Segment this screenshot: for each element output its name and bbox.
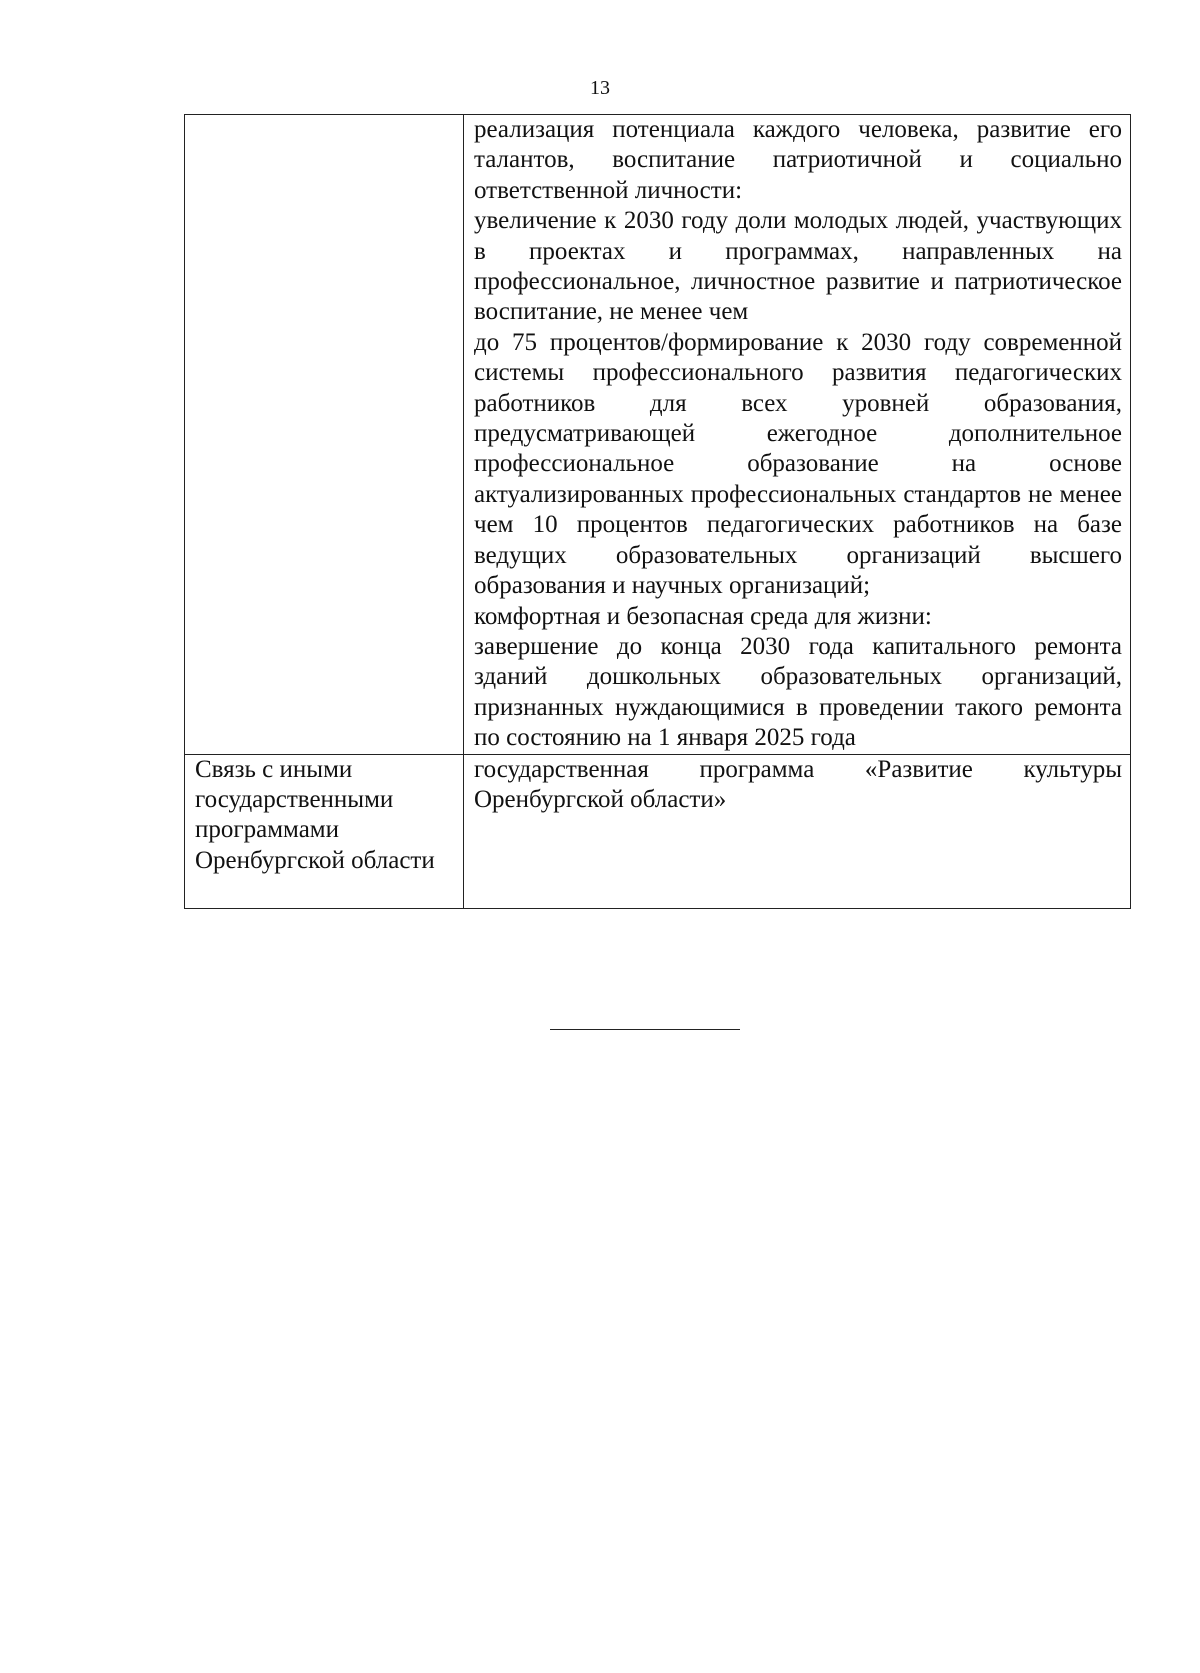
table-row bbox=[185, 754, 1131, 908]
row-value-cell: государственная программа «Развитие культуры Оренбургской области» bbox=[464, 754, 1131, 908]
page-number: 13 bbox=[590, 77, 610, 99]
row-value-cell bbox=[464, 115, 1131, 755]
program-passport-table bbox=[184, 114, 1131, 909]
indicator-paragraph: завершение до конца 2030 года капитального ремонта зданий дошкольных образовательных организаций, признанных нуждающимися в проведении такого ремонта по состоянию на 1 января 2025 года bbox=[474, 632, 1122, 752]
indicator-paragraph: до 75 процентов/формирование к 2030 году современной системы профессионального развития педагогических работников для всех уровней образования, предусматривающей ежегодное дополнительное профессиональное образование на основе актуализированных профессиональных стандартов не менее чем 10 процентов педагогических работников на базе ведущих образовательных организаций высшего образования и научных организаций; bbox=[474, 328, 1122, 600]
row-label-cell: Связь с иными государственными программами Оренбургской области bbox=[185, 754, 464, 908]
end-of-document-rule bbox=[550, 1029, 740, 1030]
row-label-cell bbox=[185, 115, 464, 755]
goal-paragraph: комфортная и безопасная среда для жизни: bbox=[474, 602, 932, 630]
indicator-paragraph: увеличение к 2030 году доли молодых людей, участвующих в проектах и программах, направленных на профессиональное, личностное развитие и патриотическое воспитание, не менее чем bbox=[474, 207, 1122, 326]
goal-paragraph: реализация потенциала каждого человека, развитие его талантов, воспитание патриотичной и социально ответственной личности: bbox=[474, 116, 1122, 204]
table-row bbox=[185, 115, 1131, 755]
